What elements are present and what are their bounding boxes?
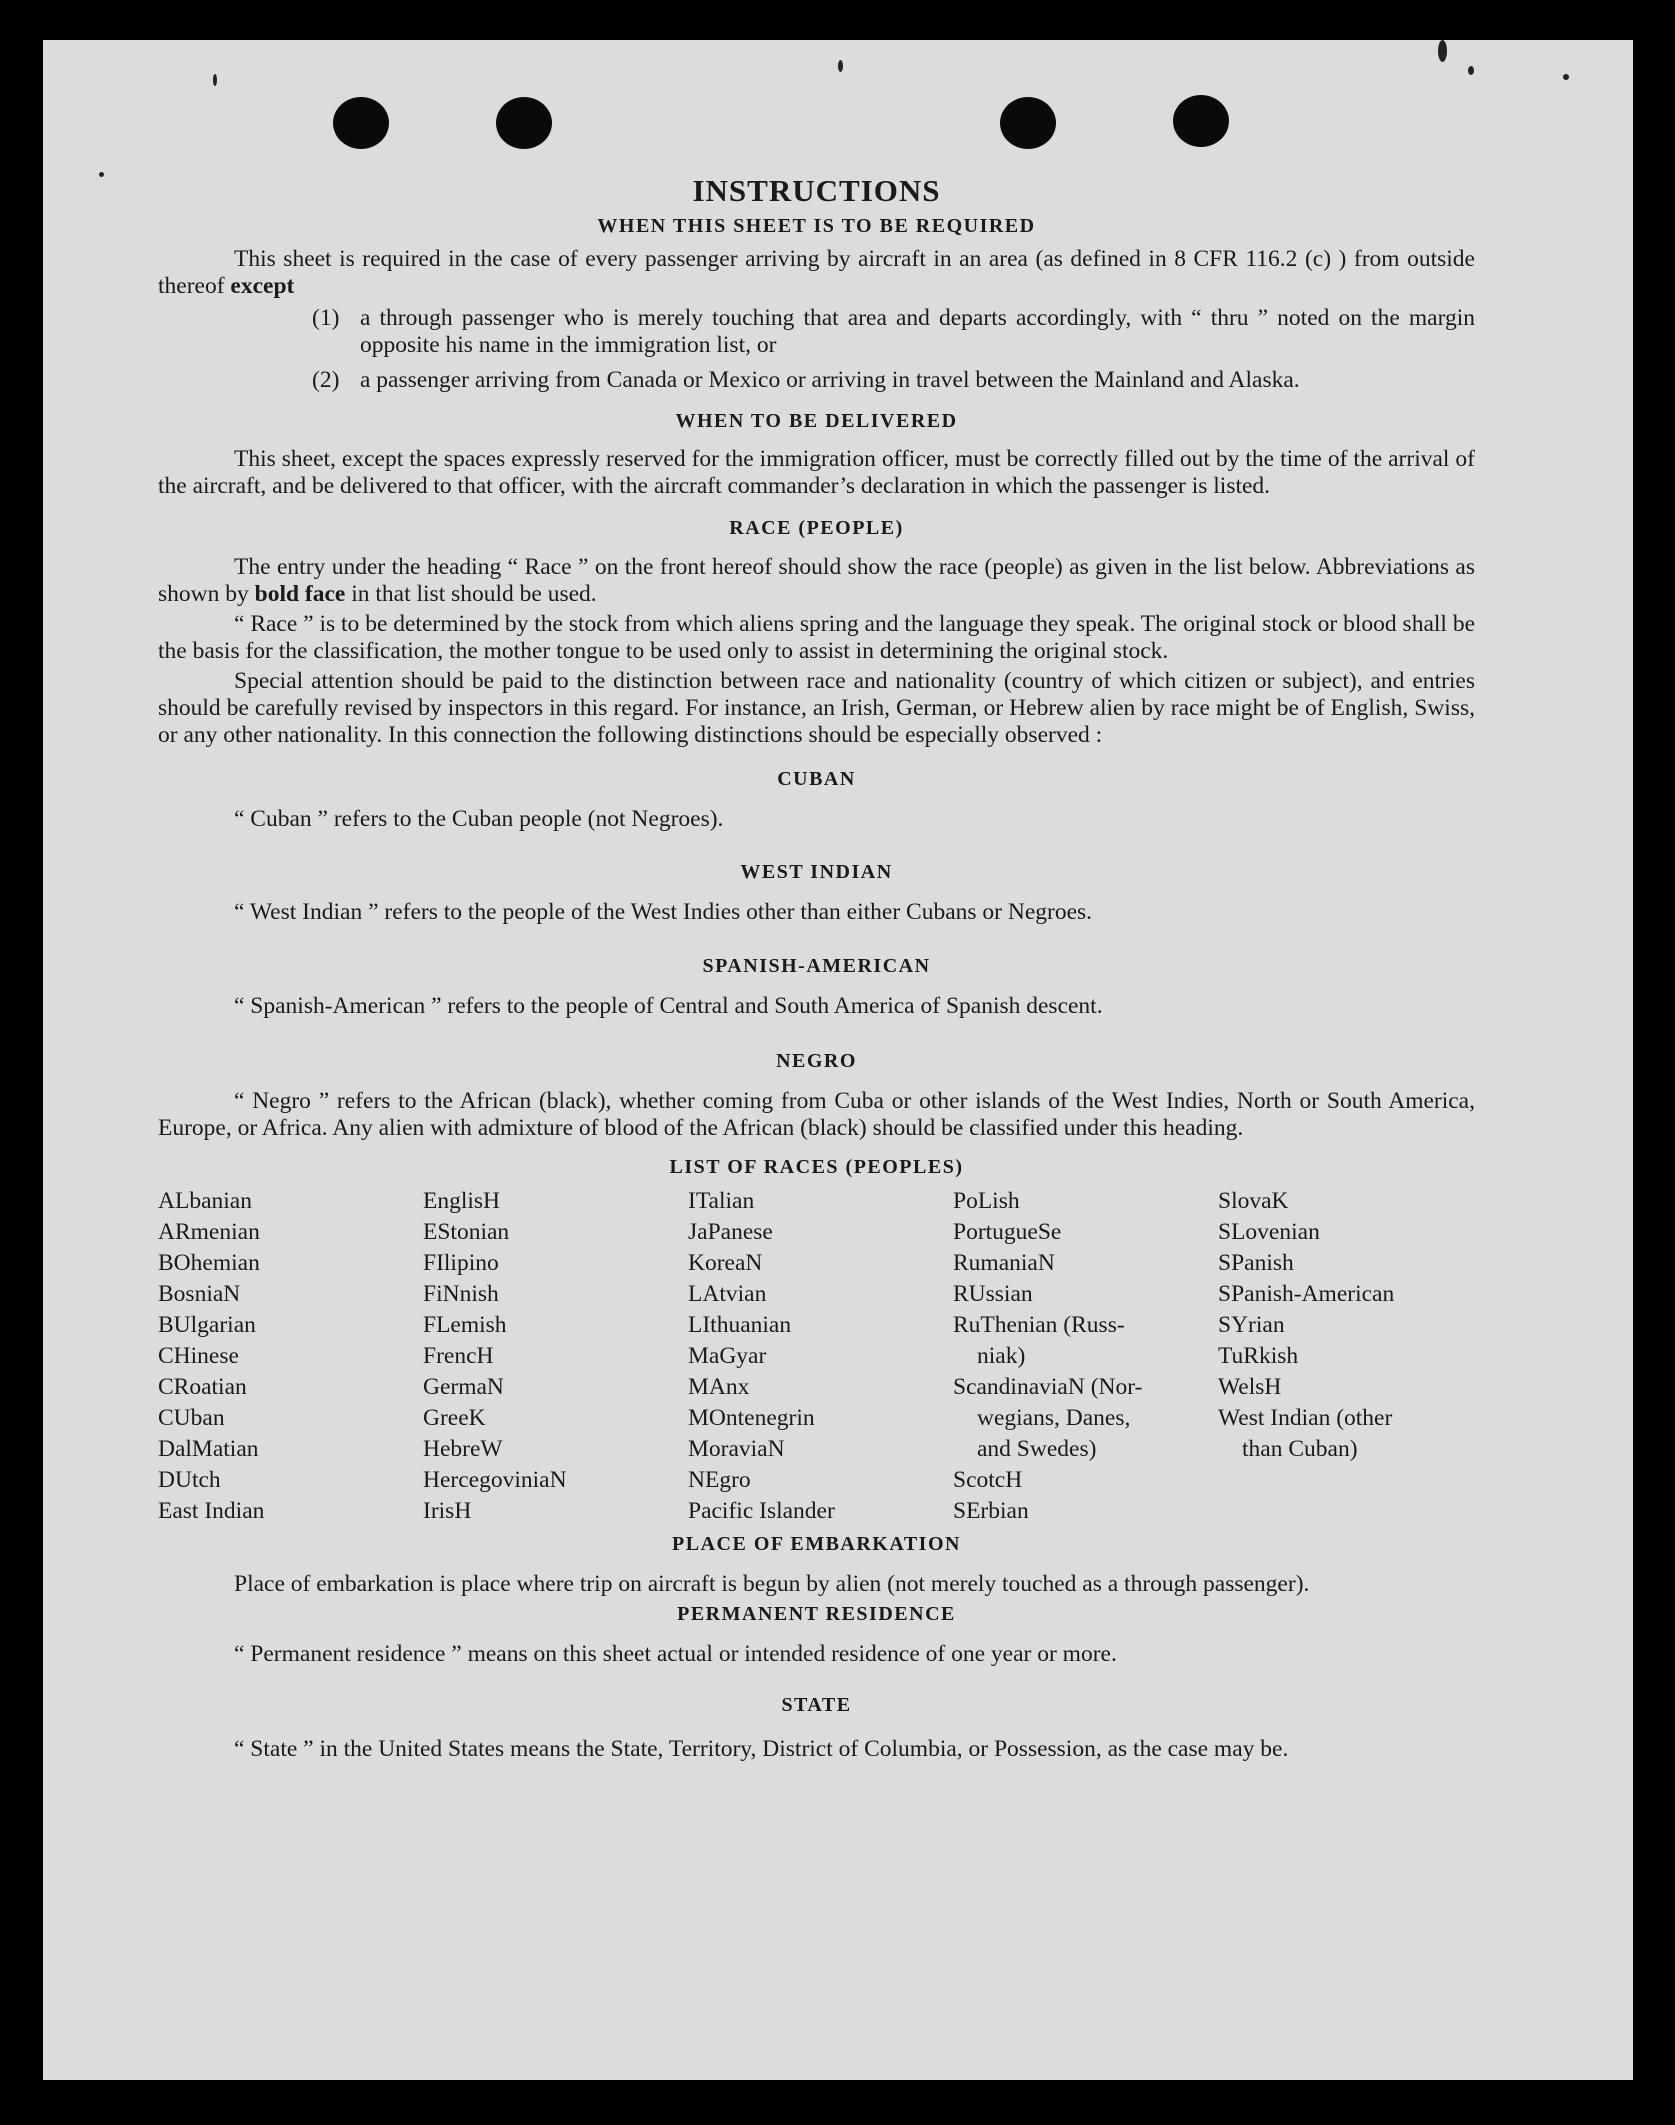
section-heading: WEST INDIAN <box>740 861 893 883</box>
races-column <box>423 1186 688 1527</box>
race-entry: RumaniaN <box>953 1250 1055 1276</box>
race-entry: ALbanian <box>158 1188 252 1214</box>
speck <box>838 60 843 72</box>
section-paragraph: “ Negro ” refers to the African (black), whether coming from Cuba or other islands of the West Indies, North or South America, Europe, or Africa. Any alien with admixture of blood of the African (black) should be classified under this heading. <box>158 1088 1475 1141</box>
race-entry: IrisH <box>423 1498 472 1524</box>
race-entry: GreeK <box>423 1405 486 1431</box>
race-entry: DalMatian <box>158 1436 259 1462</box>
section-paragraph: “ West Indian ” refers to the people of the West Indies other than either Cubans or Negroes. <box>234 899 1093 925</box>
section-paragraph: This sheet, except the spaces expressly reserved for the immigration officer, must be correctly filled out by the time of the arrival of the aircraft, and be delivered to that officer, with the aircraft commander’s declaration in which the passenger is listed. <box>158 446 1475 499</box>
list-item <box>312 367 1475 394</box>
bold-face-word: bold face <box>254 581 346 607</box>
section-heading: PERMANENT RESIDENCE <box>677 1603 956 1625</box>
item-number: (2) <box>312 367 340 393</box>
races-column <box>688 1186 953 1527</box>
speck <box>213 74 217 86</box>
race-entry: niak) <box>977 1343 1026 1369</box>
race-text: in that list should be used. <box>351 581 597 607</box>
race-text: The entry under the heading “ Race ” on the front hereof should show the race (people) as given in the list below. Abbreviations as shown by <box>158 554 1475 607</box>
race-entry: HercegoviniaN <box>423 1467 567 1493</box>
section-heading: NEGRO <box>776 1050 857 1072</box>
race-entry: MaGyar <box>688 1343 767 1369</box>
list-item <box>312 305 1475 359</box>
section-paragraph <box>158 554 1475 608</box>
race-entry: than Cuban) <box>1242 1436 1358 1462</box>
section-heading: STATE <box>781 1694 852 1716</box>
section-paragraph: “ Spanish-American ” refers to the people of Central and South America of Spanish descent. <box>234 993 1103 1019</box>
section-heading: WHEN THIS SHEET IS TO BE REQUIRED <box>597 215 1036 237</box>
item-text: a passenger arriving from Canada or Mexico or arriving in travel between the Mainland and Alaska. <box>360 367 1300 393</box>
section-heading: WHEN TO BE DELIVERED <box>675 410 958 432</box>
race-entry: CHinese <box>158 1343 239 1369</box>
races-column <box>158 1186 423 1527</box>
section-paragraph: “ Permanent residence ” means on this sheet actual or intended residence of one year or more. <box>234 1641 1117 1667</box>
section-paragraph: Place of embarkation is place where trip on aircraft is begun by alien (not merely touched as a through passenger). <box>234 1571 1310 1597</box>
page-title: INSTRUCTIONS <box>692 173 941 208</box>
section-paragraph <box>158 246 1475 300</box>
races-column <box>953 1186 1218 1527</box>
race-entry: and Swedes) <box>977 1436 1097 1462</box>
race-entry: EnglisH <box>423 1188 501 1214</box>
race-entry: BUlgarian <box>158 1312 256 1338</box>
race-entry: SErbian <box>953 1498 1029 1524</box>
race-entry: West Indian (other <box>1218 1405 1393 1431</box>
race-entry: RUssian <box>953 1281 1033 1307</box>
race-entry: East Indian <box>158 1498 265 1524</box>
race-entry: KoreaN <box>688 1250 763 1276</box>
race-entry: wegians, Danes, <box>977 1405 1131 1431</box>
race-entry: FLemish <box>423 1312 507 1338</box>
intro-text: This sheet is required in the case of every passenger arriving by aircraft in an area (as defined in 8 CFR 116.2 (c) ) from outside thereof <box>158 246 1475 299</box>
race-entry: NEgro <box>688 1467 751 1493</box>
race-entry: PoLish <box>953 1188 1020 1214</box>
race-entry: GermaN <box>423 1374 504 1400</box>
races-table <box>158 1186 1475 1527</box>
section-heading: RACE (PEOPLE) <box>729 517 904 539</box>
race-entry: ARmenian <box>158 1219 260 1245</box>
races-column <box>1218 1186 1475 1527</box>
section-paragraph: “ Cuban ” refers to the Cuban people (not Negroes). <box>234 806 724 832</box>
race-entry: MAnx <box>688 1374 750 1400</box>
race-entry: MoraviaN <box>688 1436 785 1462</box>
race-entry: WelsH <box>1218 1374 1282 1400</box>
speck <box>1468 66 1474 75</box>
speck <box>1438 40 1447 62</box>
race-entry: FIlipino <box>423 1250 499 1276</box>
race-entry: PortugueSe <box>953 1219 1062 1245</box>
race-entry: CRoatian <box>158 1374 247 1400</box>
race-entry: ScandinaviaN (Nor- <box>953 1374 1143 1400</box>
section-paragraph: “ State ” in the United States means the State, Territory, District of Columbia, or Possession, as the case may be. <box>234 1736 1289 1762</box>
race-entry: BosniaN <box>158 1281 241 1307</box>
race-entry: Pacific Islander <box>688 1498 835 1524</box>
section-heading: LIST OF RACES (PEOPLES) <box>669 1156 964 1178</box>
race-entry: HebreW <box>423 1436 503 1462</box>
race-entry: SLovenian <box>1218 1219 1320 1245</box>
speck <box>1563 74 1569 80</box>
race-entry: SPanish <box>1218 1250 1294 1276</box>
section-heading: SPANISH-AMERICAN <box>702 955 931 977</box>
race-entry: SPanish-American <box>1218 1281 1395 1307</box>
instructions-content <box>158 135 1475 1766</box>
race-entry: SYrian <box>1218 1312 1285 1338</box>
race-entry: CUban <box>158 1405 225 1431</box>
race-entry: ScotcH <box>953 1467 1023 1493</box>
section-paragraph: Special attention should be paid to the distinction between race and nationality (country of which citizen or subject), and entries should be carefully revised by inspectors in this regard. For instance, an Irish, German, or Hebrew alien by race might be of English, Swiss, or any other nationality. In this connection the following distinctions should be especially observed : <box>158 668 1475 748</box>
section-heading: PLACE OF EMBARKATION <box>672 1533 961 1555</box>
race-entry: RuThenian (Russ- <box>953 1312 1125 1338</box>
race-entry: FiNnish <box>423 1281 499 1307</box>
speck <box>99 172 104 177</box>
section-heading: CUBAN <box>777 768 856 790</box>
section-paragraph: “ Race ” is to be determined by the stock from which aliens spring and the language they speak. The original stock or blood shall be the basis for the classification, the mother tongue to be used only to assist in determining the original stock. <box>158 611 1475 664</box>
item-number: (1) <box>312 305 340 331</box>
race-entry: JaPanese <box>688 1219 773 1245</box>
item-text: a through passenger who is merely touching that area and departs accordingly, with “ thru ” noted on the margin opposite his name in the immigration list, or <box>360 305 1475 358</box>
except-word: except <box>230 273 295 299</box>
race-entry: FrencH <box>423 1343 494 1369</box>
race-entry: ITalian <box>688 1188 755 1214</box>
race-entry: BOhemian <box>158 1250 260 1276</box>
race-entry: SlovaK <box>1218 1188 1289 1214</box>
race-entry: MOntenegrin <box>688 1405 815 1431</box>
race-entry: DUtch <box>158 1467 221 1493</box>
race-entry: EStonian <box>423 1219 510 1245</box>
race-entry: TuRkish <box>1218 1343 1299 1369</box>
race-entry: LAtvian <box>688 1281 767 1307</box>
race-entry: LIthuanian <box>688 1312 792 1338</box>
